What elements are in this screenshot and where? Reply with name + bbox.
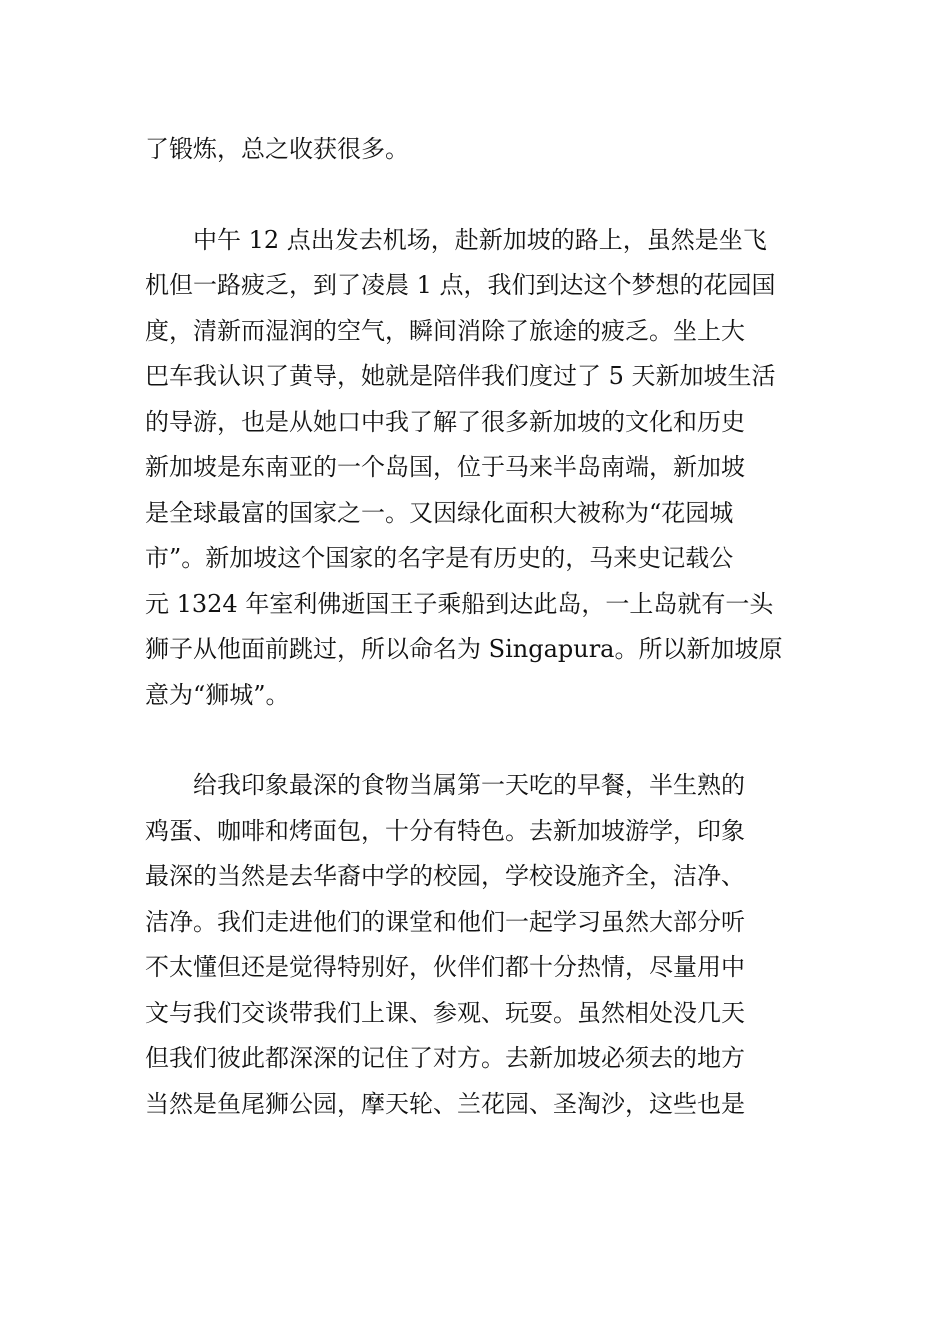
text-line: 机但一路疲乏，到了凌晨 1 点，我们到达这个梦想的花园国 xyxy=(145,271,776,299)
text-line: 巴车我认识了黄导，她就是陪伴我们度过了 5 天新加坡生活 xyxy=(145,362,776,390)
text-line: 不太懂但还是觉得特别好，伙伴们都十分热情，尽量用中 xyxy=(145,953,745,981)
text-line: 新加坡是东南亚的一个岛国，位于马来半岛南端，新加坡 xyxy=(145,453,745,481)
text-line: 文与我们交谈带我们上课、参观、玩耍。虽然相处没几天 xyxy=(145,998,745,1027)
document-body xyxy=(145,127,805,1127)
paragraph-3 xyxy=(145,763,805,1127)
text-line: 是全球最富的国家之一。又因绿化面积大被称为“花园城 xyxy=(145,498,734,527)
text-line: 当然是鱼尾狮公园，摩天轮、兰花园、圣淘沙，这些也是 xyxy=(145,1089,745,1118)
text-line: 洁净。我们走进他们的课堂和他们一起学习虽然大部分听 xyxy=(145,907,745,936)
paragraph-1 xyxy=(145,127,805,173)
text-line: 给我印象最深的食物当属第一天吃的早餐，半生熟的 xyxy=(145,771,745,799)
text-line: 意为“狮城”。 xyxy=(145,680,290,709)
text-line: 但我们彼此都深深的记住了对方。去新加坡必须去的地方 xyxy=(145,1044,745,1072)
text-line: 元 1324 年室利佛逝国王子乘船到达此岛，一上岛就有一头 xyxy=(145,589,774,618)
text-line: 的导游，也是从她口中我了解了很多新加坡的文化和历史 xyxy=(145,407,745,436)
text-line: 中午 12 点出发去机场，赴新加坡的路上，虽然是坐飞 xyxy=(145,225,767,254)
text-line: 狮子从他面前跳过，所以命名为 Singapura。所以新加坡原 xyxy=(145,635,783,663)
text-line: 市”。新加坡这个国家的名字是有历史的，马来史记载公 xyxy=(145,544,734,572)
text-line: 最深的当然是去华裔中学的校园，学校设施齐全，洁净、 xyxy=(145,862,745,890)
paragraph-gap xyxy=(145,718,805,763)
text-line: 了锻炼，总之收获很多。 xyxy=(145,135,409,163)
paragraph-2 xyxy=(145,218,805,719)
text-line: 鸡蛋、咖啡和烤面包，十分有特色。去新加坡游学，印象 xyxy=(145,816,745,845)
paragraph-gap xyxy=(145,173,805,218)
text-line: 度，清新而湿润的空气，瞬间消除了旅途的疲乏。坐上大 xyxy=(145,316,745,345)
